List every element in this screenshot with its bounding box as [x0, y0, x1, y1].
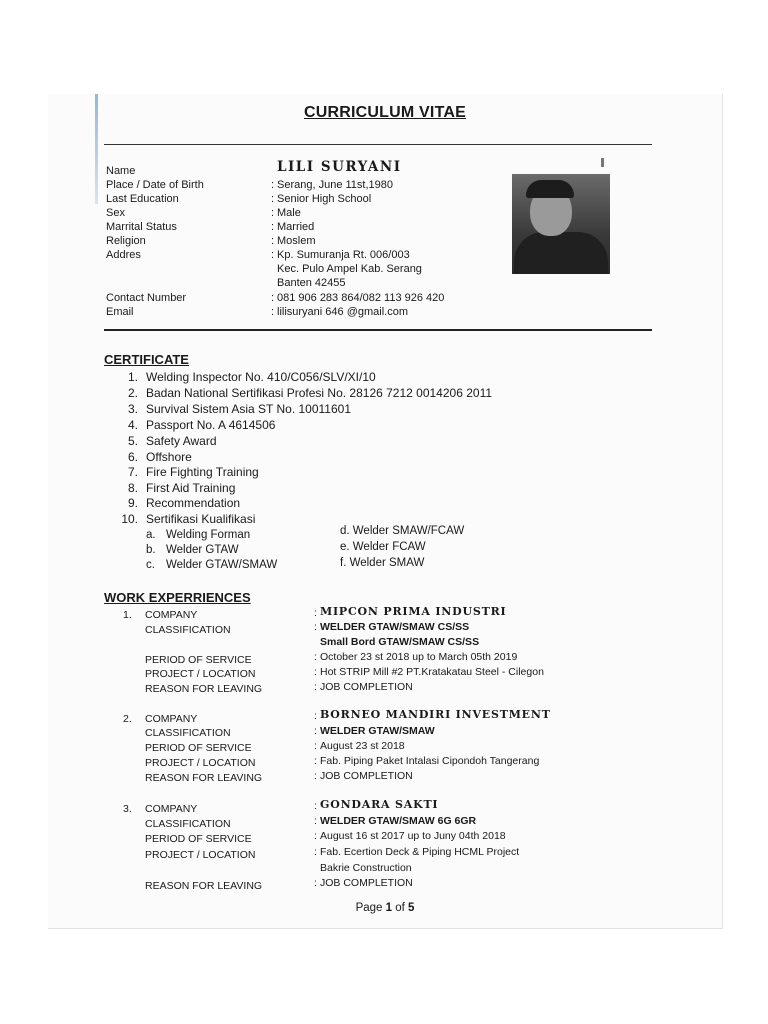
document-title: CURRICULUM VITAE: [303, 104, 466, 121]
classification-label: CLASSIFICATION: [145, 818, 231, 830]
cert-item: Recommendation: [146, 496, 241, 510]
work-index: 2.: [123, 713, 132, 725]
contact-label: Contact Number: [106, 292, 187, 304]
reason-value: JOB COMPLETION: [320, 877, 413, 889]
work-heading: WORK EXPERRIENCES: [104, 590, 251, 605]
classification-label: CLASSIFICATION: [145, 624, 231, 636]
work-colon: :: [314, 710, 317, 722]
qual-item: d. Welder SMAW/FCAW: [340, 525, 465, 537]
work-colon: :: [314, 725, 317, 737]
sex-value: Male: [277, 207, 301, 219]
cert-item: Offshore: [146, 450, 192, 464]
field-colon: :: [271, 235, 275, 247]
company-name: MIPCON PRIMA INDUSTRI: [320, 605, 507, 618]
cert-item: Sertifikasi Kualifikasi: [146, 512, 256, 526]
field-colon: :: [271, 179, 275, 191]
classification-value: WELDER GTAW/SMAW CS/SS: [320, 621, 470, 633]
work-colon: :: [314, 800, 317, 812]
work-colon: :: [314, 877, 317, 889]
reason-label: REASON FOR LEAVING: [145, 772, 263, 784]
contact-value: 081 906 283 864/082 113 926 420: [277, 292, 445, 304]
page-total: 5: [408, 902, 415, 914]
project-value-line-2: Bakrie Construction: [320, 862, 412, 874]
period-value: August 23 st 2018: [320, 740, 405, 752]
work-index: 3.: [123, 803, 132, 815]
qual-item: Welder GTAW/SMAW: [166, 559, 278, 571]
company-name: BORNEO MANDIRI INVESTMENT: [320, 708, 551, 721]
cert-num: 1.: [127, 370, 138, 384]
project-label: PROJECT / LOCATION: [145, 849, 256, 861]
cv-page: [48, 94, 723, 929]
project-value: Fab. Ecertion Deck & Piping HCML Project: [320, 846, 520, 858]
work-colon: :: [314, 770, 317, 782]
profile-photo: [512, 174, 610, 274]
qual-item: e. Welder FCAW: [340, 541, 426, 553]
company-label: COMPANY: [145, 803, 198, 815]
cert-num: 10.: [121, 512, 138, 526]
header-divider: [104, 144, 652, 145]
field-colon: :: [271, 193, 275, 205]
scan-artifact: [601, 158, 604, 167]
page-label: Page: [355, 902, 383, 914]
qual-item: Welder GTAW: [166, 544, 239, 556]
reason-label: REASON FOR LEAVING: [145, 880, 263, 892]
qual-item: Welding Forman: [166, 529, 251, 541]
period-label: PERIOD OF SERVICE: [145, 833, 252, 845]
company-label: COMPANY: [145, 609, 198, 621]
project-label: PROJECT / LOCATION: [145, 757, 256, 769]
project-value: Hot STRIP Mill #2 PT.Kratakatau Steel - Cilegon: [320, 666, 544, 678]
birth-label: Place / Date of Birth: [106, 179, 204, 191]
address-line-2: Kec. Pulo Ampel Kab. Serang: [277, 263, 422, 275]
work-index: 1.: [123, 609, 132, 621]
page-current: 1: [385, 902, 393, 914]
page-of: of: [395, 902, 405, 914]
cert-num: 5.: [127, 434, 138, 448]
field-colon: :: [271, 292, 275, 304]
address-value: Kp. Sumuranja Rt. 006/003: [277, 249, 410, 261]
company-label: COMPANY: [145, 713, 198, 725]
cert-item: Fire Fighting Training: [146, 465, 259, 479]
sex-label: Sex: [106, 207, 125, 219]
cert-num: 8.: [127, 481, 138, 495]
work-colon: :: [314, 846, 317, 858]
cert-item: Survival Sistem Asia ST No. 10011601: [146, 402, 351, 416]
name-label: Name: [106, 165, 136, 177]
period-label: PERIOD OF SERVICE: [145, 742, 252, 754]
address-label: Addres: [106, 249, 141, 261]
field-colon: :: [271, 249, 275, 261]
work-colon: :: [314, 666, 317, 678]
reason-value: JOB COMPLETION: [320, 681, 413, 693]
religion-value: Moslem: [277, 235, 316, 247]
cert-item: Safety Award: [146, 434, 217, 448]
page-footer: [48, 902, 722, 914]
classification-label: CLASSIFICATION: [145, 727, 231, 739]
work-colon: :: [314, 830, 317, 842]
qual-item: f. Welder SMAW: [340, 557, 425, 569]
field-colon: :: [271, 306, 275, 318]
project-label: PROJECT / LOCATION: [145, 668, 256, 680]
education-label: Last Education: [106, 193, 179, 205]
work-colon: :: [314, 740, 317, 752]
certificate-heading: CERTIFICATE: [104, 352, 189, 367]
cert-item: Welding Inspector No. 410/C056/SLV/XI/10: [146, 370, 376, 384]
cert-num: 3.: [127, 402, 138, 416]
reason-label: REASON FOR LEAVING: [145, 683, 263, 695]
period-value: August 16 st 2017 up to Juny 04th 2018: [320, 830, 506, 842]
qual-mark: b.: [146, 544, 156, 556]
email-value: lilisuryani 646 @gmail.com: [277, 306, 408, 318]
marital-label: Marrital Status: [106, 221, 177, 233]
education-value: Senior High School: [277, 193, 372, 205]
classification-value: Small Bord GTAW/SMAW CS/SS: [320, 636, 480, 648]
birth-value: Serang, June 11st,1980: [277, 179, 393, 191]
cert-item: Passport No. A 4614506: [146, 418, 276, 432]
work-colon: :: [314, 681, 317, 693]
email-label: Email: [106, 306, 134, 318]
project-value: Fab. Piping Paket Intalasi Cipondoh Tangerang: [320, 755, 540, 767]
personal-divider: [104, 329, 652, 331]
cert-num: 7.: [127, 465, 138, 479]
name-value: LILI SURYANI: [277, 159, 402, 175]
company-name: GONDARA SAKTI: [320, 798, 439, 811]
cert-item: Badan National Sertifikasi Profesi No. 28126 7212 0014206 2011: [146, 386, 493, 400]
cert-num: 9.: [127, 496, 138, 510]
address-line-3: Banten 42455: [277, 277, 346, 289]
photo-body-shape: [514, 232, 608, 274]
work-colon: :: [314, 607, 317, 619]
religion-label: Religion: [106, 235, 146, 247]
period-label: PERIOD OF SERVICE: [145, 654, 252, 666]
field-colon: :: [271, 207, 275, 219]
marital-value: Married: [277, 221, 315, 233]
cert-num: 2.: [127, 386, 138, 400]
qual-mark: c.: [146, 559, 155, 571]
photo-hat-shape: [526, 180, 574, 198]
work-colon: :: [314, 755, 317, 767]
reason-value: JOB COMPLETION: [320, 770, 413, 782]
cert-num: 4.: [127, 418, 138, 432]
qual-mark: a.: [146, 529, 156, 541]
work-colon: :: [314, 815, 317, 827]
period-value: October 23 st 2018 up to March 05th 2019: [320, 651, 518, 663]
work-colon: :: [314, 651, 317, 663]
classification-value: WELDER GTAW/SMAW 6G 6GR: [320, 815, 477, 827]
classification-value: WELDER GTAW/SMAW: [320, 725, 435, 737]
work-colon: :: [314, 621, 317, 633]
cert-item: First Aid Training: [146, 481, 236, 495]
field-colon: :: [271, 221, 275, 233]
cert-num: 6.: [127, 450, 138, 464]
